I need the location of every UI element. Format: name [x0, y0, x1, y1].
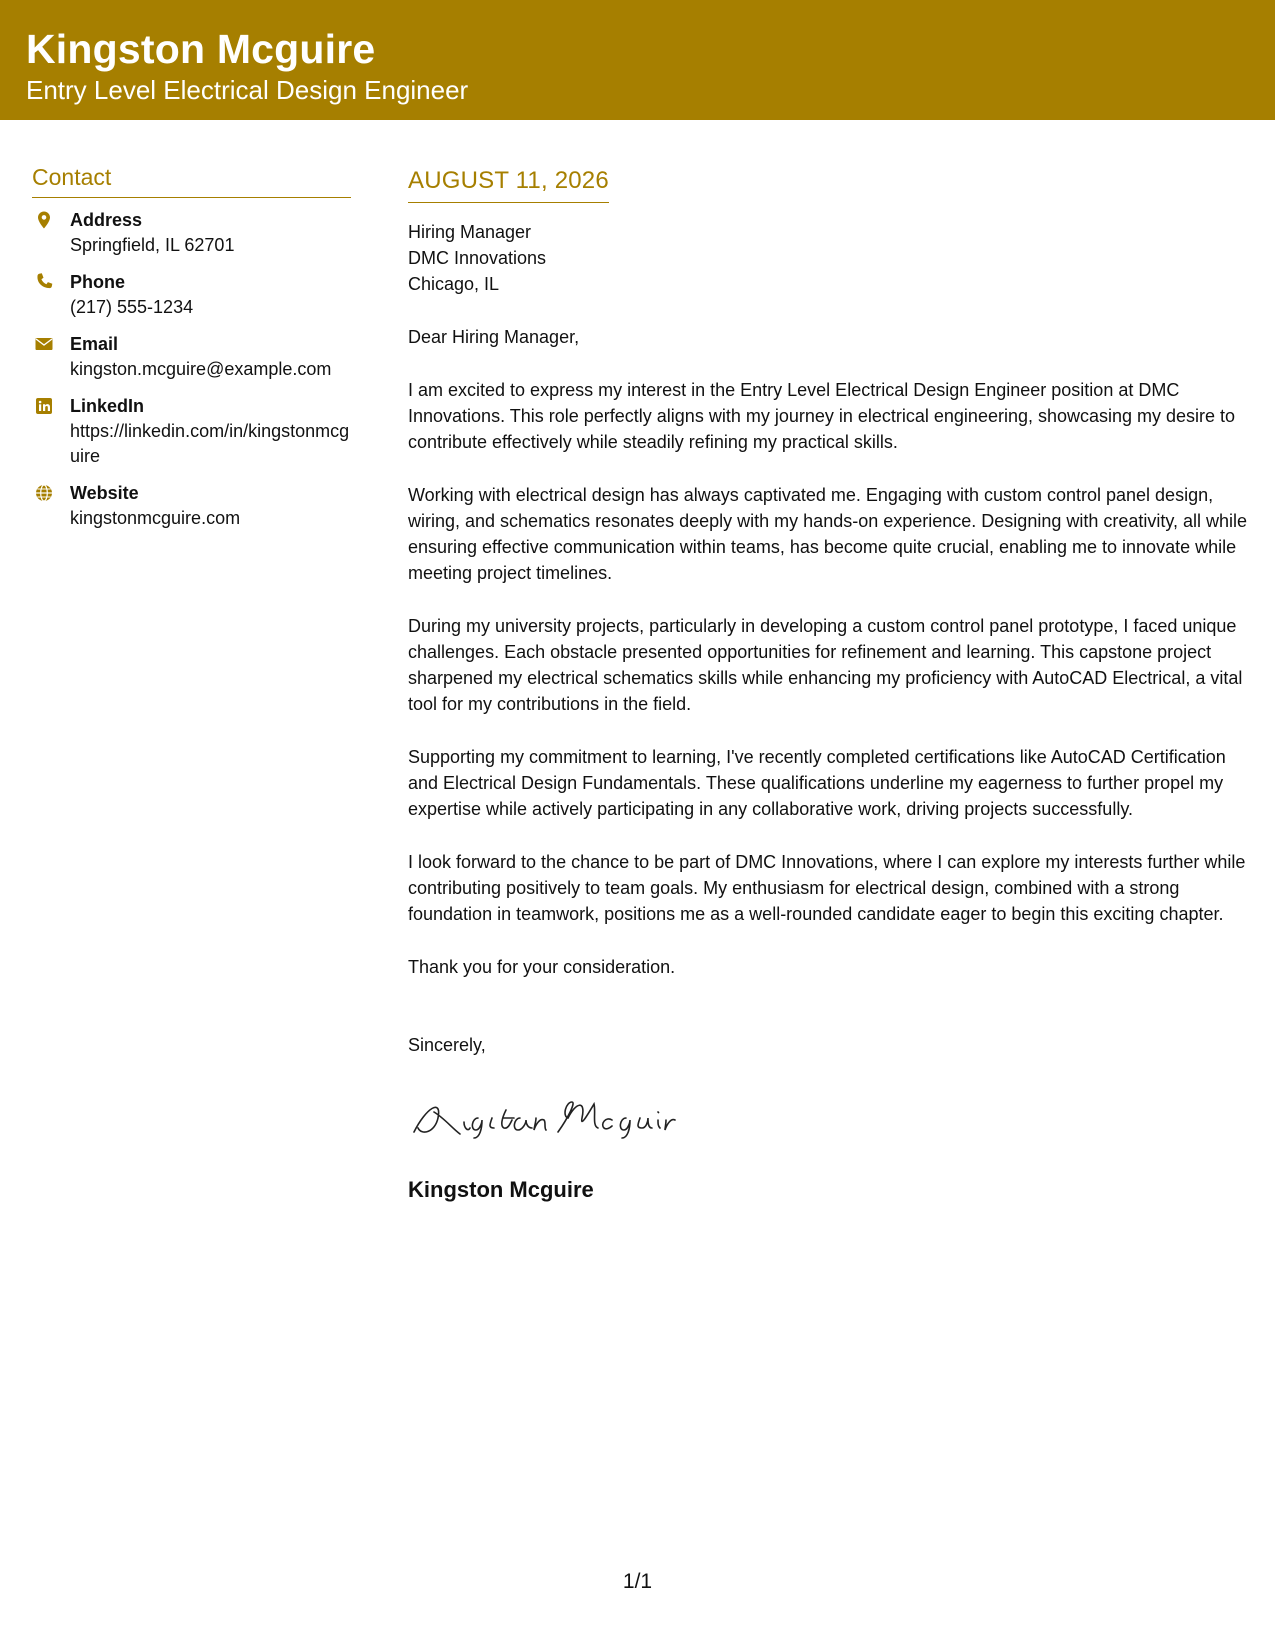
paragraph-thanks: Thank you for your consideration. [408, 957, 676, 977]
envelope-icon [34, 334, 54, 354]
map-pin-icon [34, 210, 54, 230]
address-value: Springfield, IL 62701 [70, 235, 235, 255]
page-number: 1/1 [622, 1570, 653, 1593]
salutation: Dear Hiring Manager, [408, 327, 580, 347]
paragraph-conclusion: I look forward to the chance to be part of DMC Innovations, where I can explore my interests further while contributing positively to team goals. My enthusiasm for electrical design, combined with a strong foundation in teamwork, positions me as a well-rounded candidate eager to begin this exciting chapter. [408, 852, 1246, 924]
address-label: Address [70, 210, 143, 230]
letter-body [408, 166, 1253, 1204]
paragraph-experience: Working with electrical design has always captivated me. Engaging with custom control panel design, wiring, and schematics resonates deeply with my hands-on experience. Designing with creativity, all while ensuring effective communication within teams, has become quite crucial, enabling me to innovate while meeting project timelines. [408, 485, 1248, 583]
recipient-company: DMC Innovations [408, 248, 547, 268]
contact-address [32, 208, 351, 258]
contact-phone [32, 270, 351, 320]
recipient-title: Hiring Manager [408, 222, 532, 242]
website-value[interactable]: kingstonmcguire.com [70, 508, 241, 528]
phone-value: (217) 555-1234 [70, 297, 194, 317]
contact-list [32, 208, 351, 531]
email-label: Email [70, 334, 119, 354]
contact-website [32, 481, 351, 531]
paragraph-certifications: Supporting my commitment to learning, I've recently completed certifications like AutoCAD Certification and Electrical Design Fundamentals. These qualifications underline my eagerness to further propel my expertise while actively participating in any collaborative work, driving projects successfully. [408, 747, 1226, 819]
recipient-location: Chicago, IL [408, 274, 500, 294]
linkedin-value[interactable]: https://linkedin.com/in/kingstonmcguire [70, 421, 350, 466]
contact-email [32, 332, 351, 382]
contact-sidebar [32, 163, 351, 543]
website-label: Website [70, 483, 139, 503]
candidate-name: Kingston Mcguire [26, 26, 376, 72]
header-banner [0, 0, 1275, 120]
contact-heading: Contact [32, 163, 351, 198]
email-value: kingston.mcguire@example.com [70, 359, 332, 379]
linkedin-icon [34, 396, 54, 416]
handwritten-signature [408, 1088, 688, 1148]
letter-date: AUGUST 11, 2026 [408, 166, 609, 203]
paragraph-intro: I am excited to express my interest in the Entry Level Electrical Design Engineer position at DMC Innovations. This role perfectly aligns with my journey in electrical engineering, showcasing my desire to contribute effectively while steadily refining my practical skills. [408, 380, 1236, 452]
linkedin-label: LinkedIn [70, 396, 145, 416]
paragraph-projects: During my university projects, particularly in developing a custom control panel prototype, I faced unique challenges. Each obstacle presented opportunities for refinement and learning. This capstone project sharpened my electrical schematics skills while enhancing my proficiency with AutoCAD Electrical, a vital tool for my contributions in the field. [408, 616, 1243, 714]
phone-icon [34, 272, 54, 292]
job-title: Entry Level Electrical Design Engineer [26, 75, 469, 105]
contact-linkedin [32, 394, 351, 469]
phone-label: Phone [70, 272, 126, 292]
recipient-block [408, 219, 1253, 297]
signature-name: Kingston Mcguire [408, 1177, 594, 1202]
closing: Sincerely, [408, 1035, 486, 1055]
globe-icon [34, 483, 54, 503]
